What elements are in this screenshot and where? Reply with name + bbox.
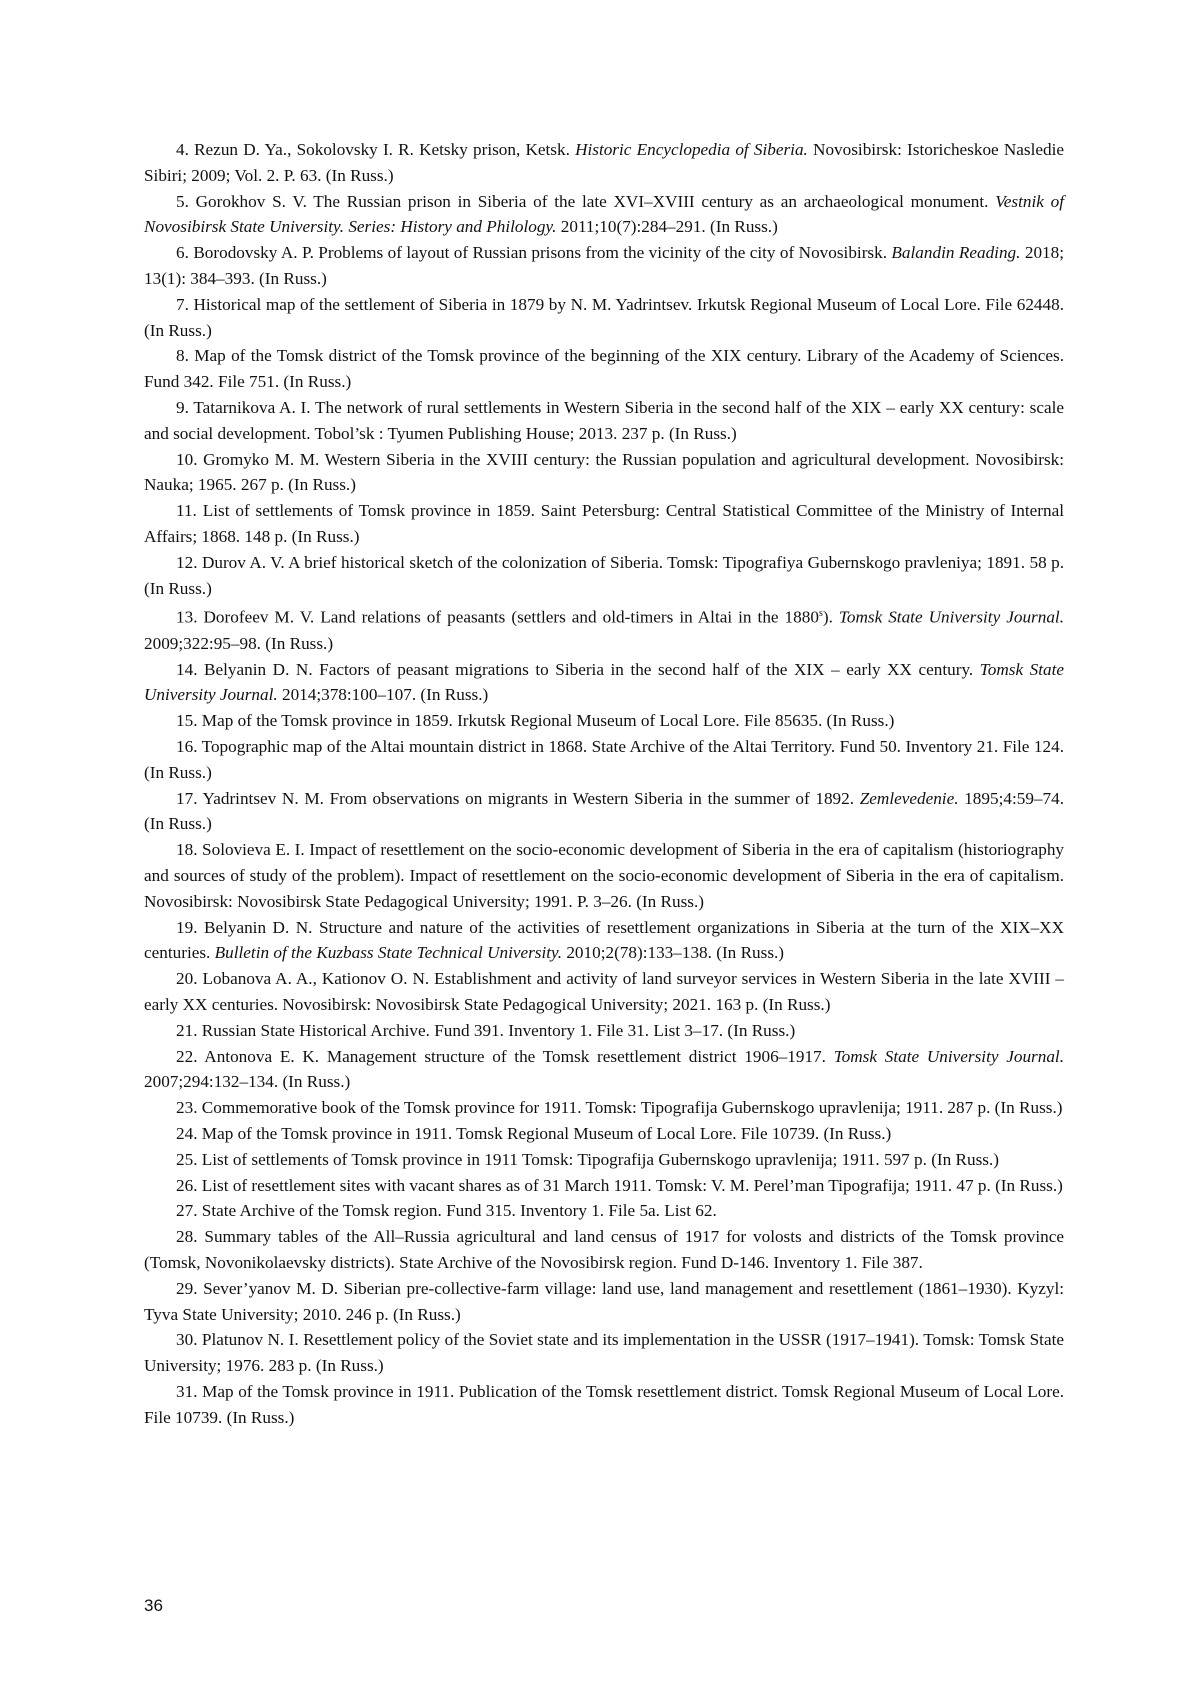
reference-text: Commemorative book of the Tomsk province for 1911. Tomsk: Tipografija Gubernskogo upravlenija; 1911. 287 p. (In Russ.) <box>202 1098 1063 1117</box>
reference-number: 13. <box>176 608 197 627</box>
reference-number: 22. <box>176 1047 197 1066</box>
reference-text: ). <box>823 608 839 627</box>
reference-journal: Zemlevedenie. <box>860 789 959 808</box>
reference-journal: Tomsk State University Journal. <box>144 660 1064 705</box>
reference-journal: Historic Encyclopedia of Siberia. <box>575 140 808 159</box>
reference-number: 17. <box>176 789 197 808</box>
reference-item <box>144 1173 1064 1199</box>
reference-text: List of settlements of Tomsk province in 1859. Saint Petersburg: Central Statistical Committee of the Ministry of Internal Affairs; 1868. 148 p. (In Russ.) <box>144 501 1064 546</box>
reference-number: 12. <box>176 553 197 572</box>
reference-text: Borodovsky A. P. Problems of layout of Russian prisons from the vicinity of the city of Novosibirsk. <box>193 243 891 262</box>
reference-item <box>144 1095 1064 1121</box>
reference-number: 29. <box>176 1279 197 1298</box>
reference-item <box>144 447 1064 499</box>
reference-number: 25. <box>176 1150 197 1169</box>
reference-number: 19. <box>176 918 197 937</box>
reference-number: 24. <box>176 1124 197 1143</box>
reference-text: Historical map of the settlement of Siberia in 1879 by N. M. Yadrintsev. Irkutsk Regional Museum of Local Lore. File 62448. (In Russ.) <box>144 295 1064 340</box>
reference-number: 11. <box>176 501 197 520</box>
reference-text: Russian State Historical Archive. Fund 391. Inventory 1. File 31. List 3–17. (In Russ.) <box>202 1021 795 1040</box>
reference-number: 4. <box>176 140 189 159</box>
page-number: 36 <box>144 1596 163 1616</box>
reference-item <box>144 395 1064 447</box>
reference-text: Novosibirsk: Istoricheskoe Nasledie Sibiri; 2009; Vol. 2. P. 63. (In Russ.) <box>144 140 1064 185</box>
reference-item <box>144 708 1064 734</box>
reference-item <box>144 1379 1064 1431</box>
reference-text: Sever’yanov M. D. Siberian pre-collective-farm village: land use, land management and resettlement (1861–1930). Kyzyl: Tyva State University; 2010. 246 p. (In Russ.) <box>144 1279 1064 1324</box>
reference-text: Lobanova A. A., Kationov O. N. Establishment and activity of land surveyor services in Western Siberia in the late XVIII – early XX centuries. Novosibirsk: Novosibirsk State Pedagogical University; 2021. 163 p. (In Russ.) <box>144 969 1064 1014</box>
reference-text: Map of the Tomsk province in 1911. Publication of the Tomsk resettlement district. Tomsk Regional Museum of Local Lore. File 10739. (In Russ.) <box>144 1382 1064 1427</box>
reference-text: List of settlements of Tomsk province in 1911 Tomsk: Tipografija Gubernskogo upravlenija; 1911. 597 p. (In Russ.) <box>202 1150 999 1169</box>
reference-text: List of resettlement sites with vacant shares as of 31 March 1911. Tomsk: V. M. Perel’man Tipografija; 1911. 47 p. (In Russ.) <box>202 1176 1063 1195</box>
reference-text: 2010;2(78):133–138. (In Russ.) <box>562 943 784 962</box>
reference-text: 2007;294:132–134. (In Russ.) <box>144 1072 350 1091</box>
reference-journal: Tomsk State University Journal. <box>834 1047 1064 1066</box>
reference-text: 2011;10(7):284–291. (In Russ.) <box>556 217 777 236</box>
reference-number: 27. <box>176 1201 197 1220</box>
reference-item <box>144 137 1064 189</box>
reference-text: Belyanin D. N. Structure and nature of the activities of resettlement organizations in Siberia at the turn of the XIX–XX centuries. <box>144 918 1064 963</box>
reference-item <box>144 292 1064 344</box>
reference-text: Topographic map of the Altai mountain district in 1868. State Archive of the Altai Territory. Fund 50. Inventory 21. File 124. (In Russ.) <box>144 737 1064 782</box>
reference-text: 1895;4:59–74. (In Russ.) <box>144 789 1064 834</box>
reference-text: Summary tables of the All–Russia agricultural and land census of 1917 for volosts and districts of the Tomsk province (Tomsk, Novonikolaevsky districts). State Archive of the Novosibirsk region. Fund D-146. Inventory 1. File 387. <box>144 1227 1064 1272</box>
reference-item <box>144 343 1064 395</box>
reference-item <box>144 240 1064 292</box>
reference-text: Tatarnikova A. I. The network of rural settlements in Western Siberia in the second half of the XIX – early XX century: scale and social development. Tobol’sk : Tyumen Publishing House; 2013. 237 p. (In Russ.) <box>144 398 1064 443</box>
reference-number: 7. <box>176 295 189 314</box>
reference-journal: Tomsk State University Journal. <box>839 608 1064 627</box>
reference-text: Rezun D. Ya., Sokolovsky I. R. Ketsky prison, Ketsk. <box>194 140 575 159</box>
reference-item <box>144 734 1064 786</box>
reference-number: 5. <box>176 192 189 211</box>
reference-text: Map of the Tomsk province in 1911. Tomsk Regional Museum of Local Lore. File 10739. (In Russ.) <box>202 1124 891 1143</box>
reference-number: 6. <box>176 243 189 262</box>
reference-text: 2009;322:95–98. (In Russ.) <box>144 634 333 653</box>
reference-superscript: s <box>819 608 823 619</box>
reference-text: 2014;378:100–107. (In Russ.) <box>278 685 489 704</box>
reference-item <box>144 1147 1064 1173</box>
reference-text: Platunov N. I. Resettlement policy of the Soviet state and its implementation in the USSR (1917–1941). Tomsk: Tomsk State University; 1976. 283 p. (In Russ.) <box>144 1330 1064 1375</box>
reference-item <box>144 1198 1064 1224</box>
reference-item <box>144 189 1064 241</box>
reference-journal: Bulletin of the Kuzbass State Technical University. <box>215 943 562 962</box>
reference-text: 2018; 13(1): 384–393. (In Russ.) <box>144 243 1064 288</box>
reference-text: Dorofeev M. V. Land relations of peasants (settlers and old-timers in Altai in the 1880 <box>204 608 819 627</box>
reference-number: 30. <box>176 1330 197 1349</box>
reference-number: 8. <box>176 346 189 365</box>
reference-item <box>144 915 1064 967</box>
reference-number: 9. <box>176 398 189 417</box>
reference-number: 26. <box>176 1176 197 1195</box>
reference-number: 31. <box>176 1382 197 1401</box>
reference-number: 18. <box>176 840 197 859</box>
reference-number: 28. <box>176 1227 197 1246</box>
reference-item <box>144 657 1064 709</box>
reference-text: Gromyko M. M. Western Siberia in the XVIII century: the Russian population and agricultural development. Novosibirsk: Nauka; 1965. 267 p. (In Russ.) <box>144 450 1064 495</box>
reference-item <box>144 1121 1064 1147</box>
reference-item <box>144 601 1064 656</box>
reference-journal: Balandin Reading. <box>891 243 1020 262</box>
reference-item <box>144 966 1064 1018</box>
reference-number: 10. <box>176 450 197 469</box>
reference-text: Gorokhov S. V. The Russian prison in Siberia of the late XVI–XVIII century as an archaeological monument. <box>196 192 996 211</box>
reference-item <box>144 1044 1064 1096</box>
reference-journal: Vestnik of Novosibirsk State University. Series: History and Philology. <box>144 192 1064 237</box>
reference-item <box>144 1276 1064 1328</box>
reference-number: 14. <box>176 660 197 679</box>
reference-list <box>144 137 1064 1431</box>
reference-text: State Archive of the Tomsk region. Fund 315. Inventory 1. File 5a. List 62. <box>202 1201 717 1220</box>
reference-text: Map of the Tomsk province in 1859. Irkutsk Regional Museum of Local Lore. File 85635. (In Russ.) <box>202 711 895 730</box>
reference-item <box>144 786 1064 838</box>
reference-number: 20. <box>176 969 197 988</box>
reference-text: Solovieva E. I. Impact of resettlement on the socio-economic development of Siberia in the era of capitalism (historiography and sources of study of the problem). Impact of resettlement on the socio-economic development of Siberia in the era of capitalism. Novosibirsk: Novosibirsk State Pedagogical University; 1991. P. 3–26. (In Russ.) <box>144 840 1064 911</box>
reference-item <box>144 1018 1064 1044</box>
reference-text: Map of the Tomsk district of the Tomsk province of the beginning of the XIX century. Library of the Academy of Sciences. Fund 342. File 751. (In Russ.) <box>144 346 1064 391</box>
reference-text: Antonova E. K. Management structure of the Tomsk resettlement district 1906–1917. <box>204 1047 833 1066</box>
reference-number: 23. <box>176 1098 197 1117</box>
reference-item <box>144 837 1064 914</box>
reference-number: 16. <box>176 737 197 756</box>
reference-entries <box>144 137 1064 1431</box>
reference-number: 15. <box>176 711 197 730</box>
reference-text: Durov A. V. A brief historical sketch of the colonization of Siberia. Tomsk: Tipografiya Gubernskogo pravleniya; 1891. 58 p. (In Russ.) <box>144 553 1064 598</box>
reference-item <box>144 498 1064 550</box>
reference-text: Belyanin D. N. Factors of peasant migrations to Siberia in the second half of the XIX – early XX century. <box>204 660 980 679</box>
reference-number: 21. <box>176 1021 197 1040</box>
reference-item <box>144 550 1064 602</box>
reference-item <box>144 1224 1064 1276</box>
reference-item <box>144 1327 1064 1379</box>
reference-text: Yadrintsev N. M. From observations on migrants in Western Siberia in the summer of 1892. <box>203 789 860 808</box>
